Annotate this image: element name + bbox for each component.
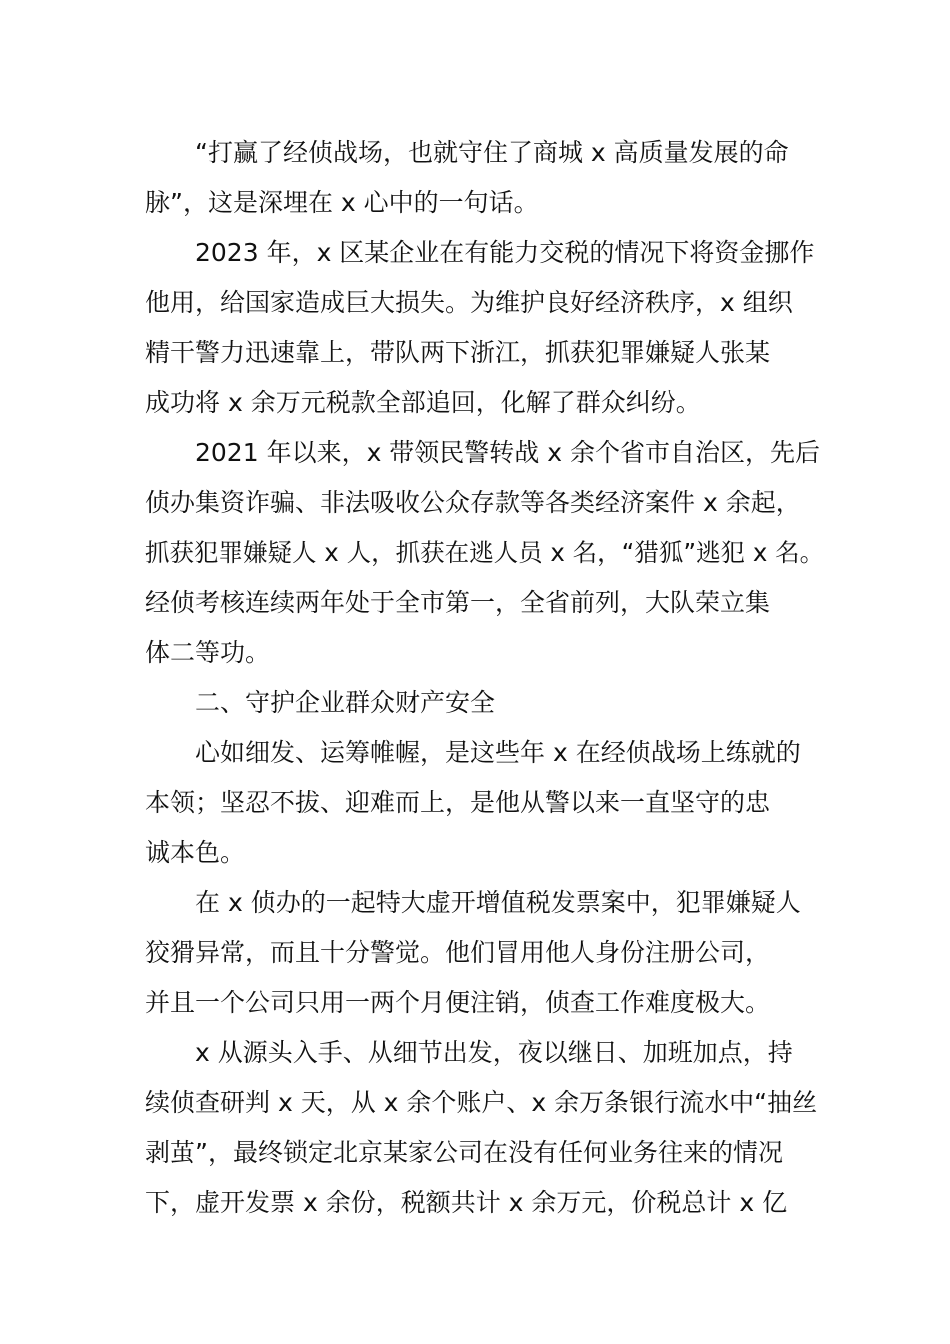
text-line: 体二等功。: [145, 638, 271, 667]
text-line: 本领；坚忍不拔、迎难而上，是他从警以来一直坚守的忠: [145, 788, 771, 817]
text-line: 他用，给国家造成巨大损失。为维护良好经济秩序，x 组织: [145, 288, 793, 317]
text-line: 抓获犯罪嫌疑人 x 人，抓获在逃人员 x 名，“猎狐”逃犯 x 名。: [145, 538, 825, 567]
text-line: 剥茧”，最终锁定北京某家公司在没有任何业务往来的情况: [145, 1138, 783, 1167]
text-line: 2021 年以来，x 带领民警转战 x 余个省市自治区，先后: [195, 438, 821, 467]
text-line: 成功将 x 余万元税款全部追回，化解了群众纠纷。: [145, 388, 701, 417]
text-line: 2023 年，x 区某企业在有能力交税的情况下将资金挪作: [195, 238, 815, 267]
text-line: x 从源头入手、从细节出发，夜以继日、加班加点，持: [195, 1038, 793, 1067]
text-line: 经侦考核连续两年处于全市第一，全省前列，大队荣立集: [145, 588, 771, 617]
text-line: 侦办集资诈骗、非法吸收公众存款等各类经济案件 x 余起，: [145, 488, 801, 517]
text-line: 下，虚开发票 x 余份，税额共计 x 余万元，价税总计 x 亿: [145, 1188, 788, 1217]
text-line: 心如细发、运筹帷幄，是这些年 x 在经侦战场上练就的: [195, 738, 801, 767]
text-line: “打赢了经侦战场，也就守住了商城 x 高质量发展的命: [195, 138, 789, 167]
text-line: 脉”，这是深埋在 x 心中的一句话。: [145, 188, 539, 217]
text-line: 精干警力迅速靠上，带队两下浙江，抓获犯罪嫌疑人张某: [145, 338, 771, 367]
text-line: 狡猾异常，而且十分警觉。他们冒用他人身份注册公司，: [145, 938, 771, 967]
section-heading: 二、守护企业群众财产安全: [195, 688, 496, 717]
text-line: 诚本色。: [145, 838, 246, 867]
text-line: 续侦查研判 x 天，从 x 余个账户、x 余万条银行流水中“抽丝: [145, 1088, 818, 1117]
text-line: 并且一个公司只用一两个月便注销，侦查工作难度极大。: [145, 988, 771, 1017]
text-line: 在 x 侦办的一起特大虚开增值税发票案中，犯罪嫌疑人: [195, 888, 801, 917]
